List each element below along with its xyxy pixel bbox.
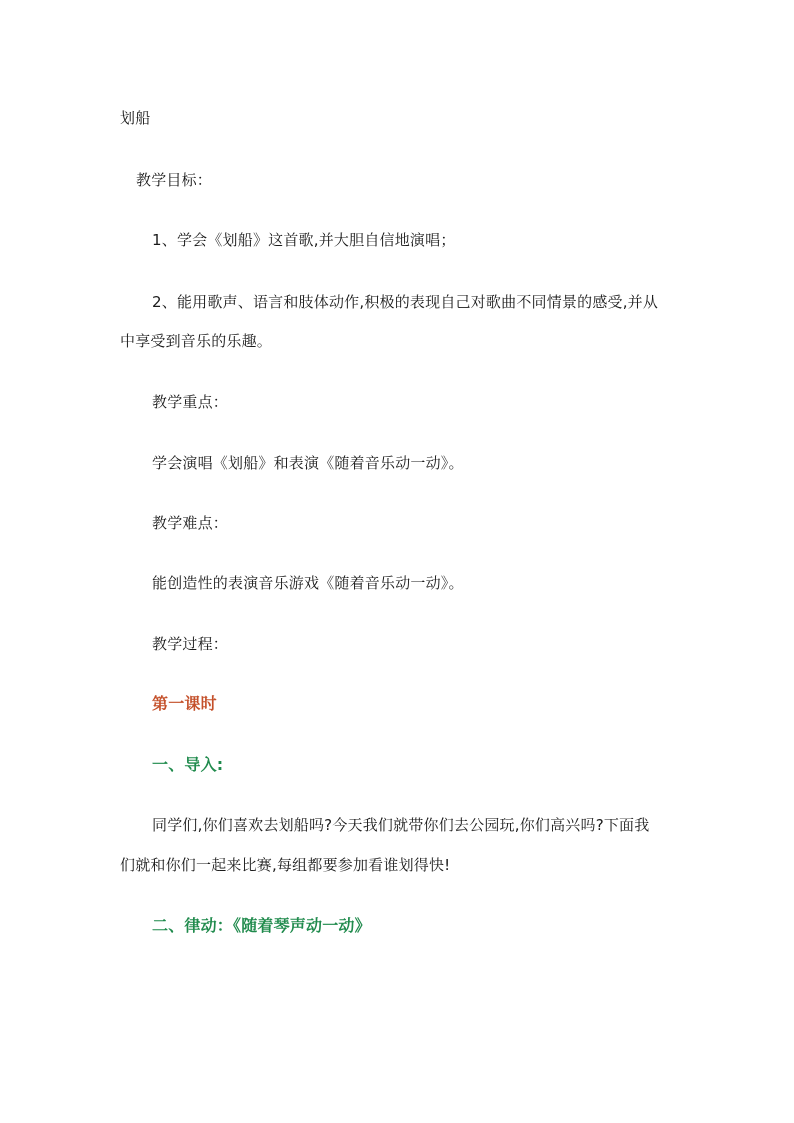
objectives-label: 教学目标： [136, 171, 213, 189]
lesson-heading: 第一课时 [152, 694, 217, 713]
objective-1: 1、学会《划船》这首歌,并大胆自信地演唱； [152, 231, 456, 249]
difficulties-text: 能创造性的表演音乐游戏《随着音乐动一动》。 [152, 574, 464, 592]
section-1-line-1: 同学们,你们喜欢去划船吗?今天我们就带你们去公园玩,你们高兴吗?下面我 [152, 816, 650, 834]
process-label: 教学过程： [152, 635, 229, 653]
section-2-heading: 二、律动：《随着琴声动一动》 [152, 916, 371, 935]
difficulties-label: 教学难点： [152, 514, 229, 532]
objective-2-line-2: 中享受到音乐的乐趣。 [120, 332, 273, 350]
document-title: 划船 [120, 109, 151, 127]
objective-2-line-1: 2、能用歌声、语言和肢体动作,积极的表现自己对歌曲不同情景的感受,并从 [152, 293, 659, 311]
key-points-text: 学会演唱《划船》和表演《随着音乐动一动》。 [152, 454, 464, 472]
key-points-label: 教学重点： [152, 393, 229, 411]
section-1-line-2: 们就和你们一起来比赛,每组都要参加看谁划得快! [120, 856, 451, 874]
section-1-heading: 一、导入: [152, 755, 224, 774]
